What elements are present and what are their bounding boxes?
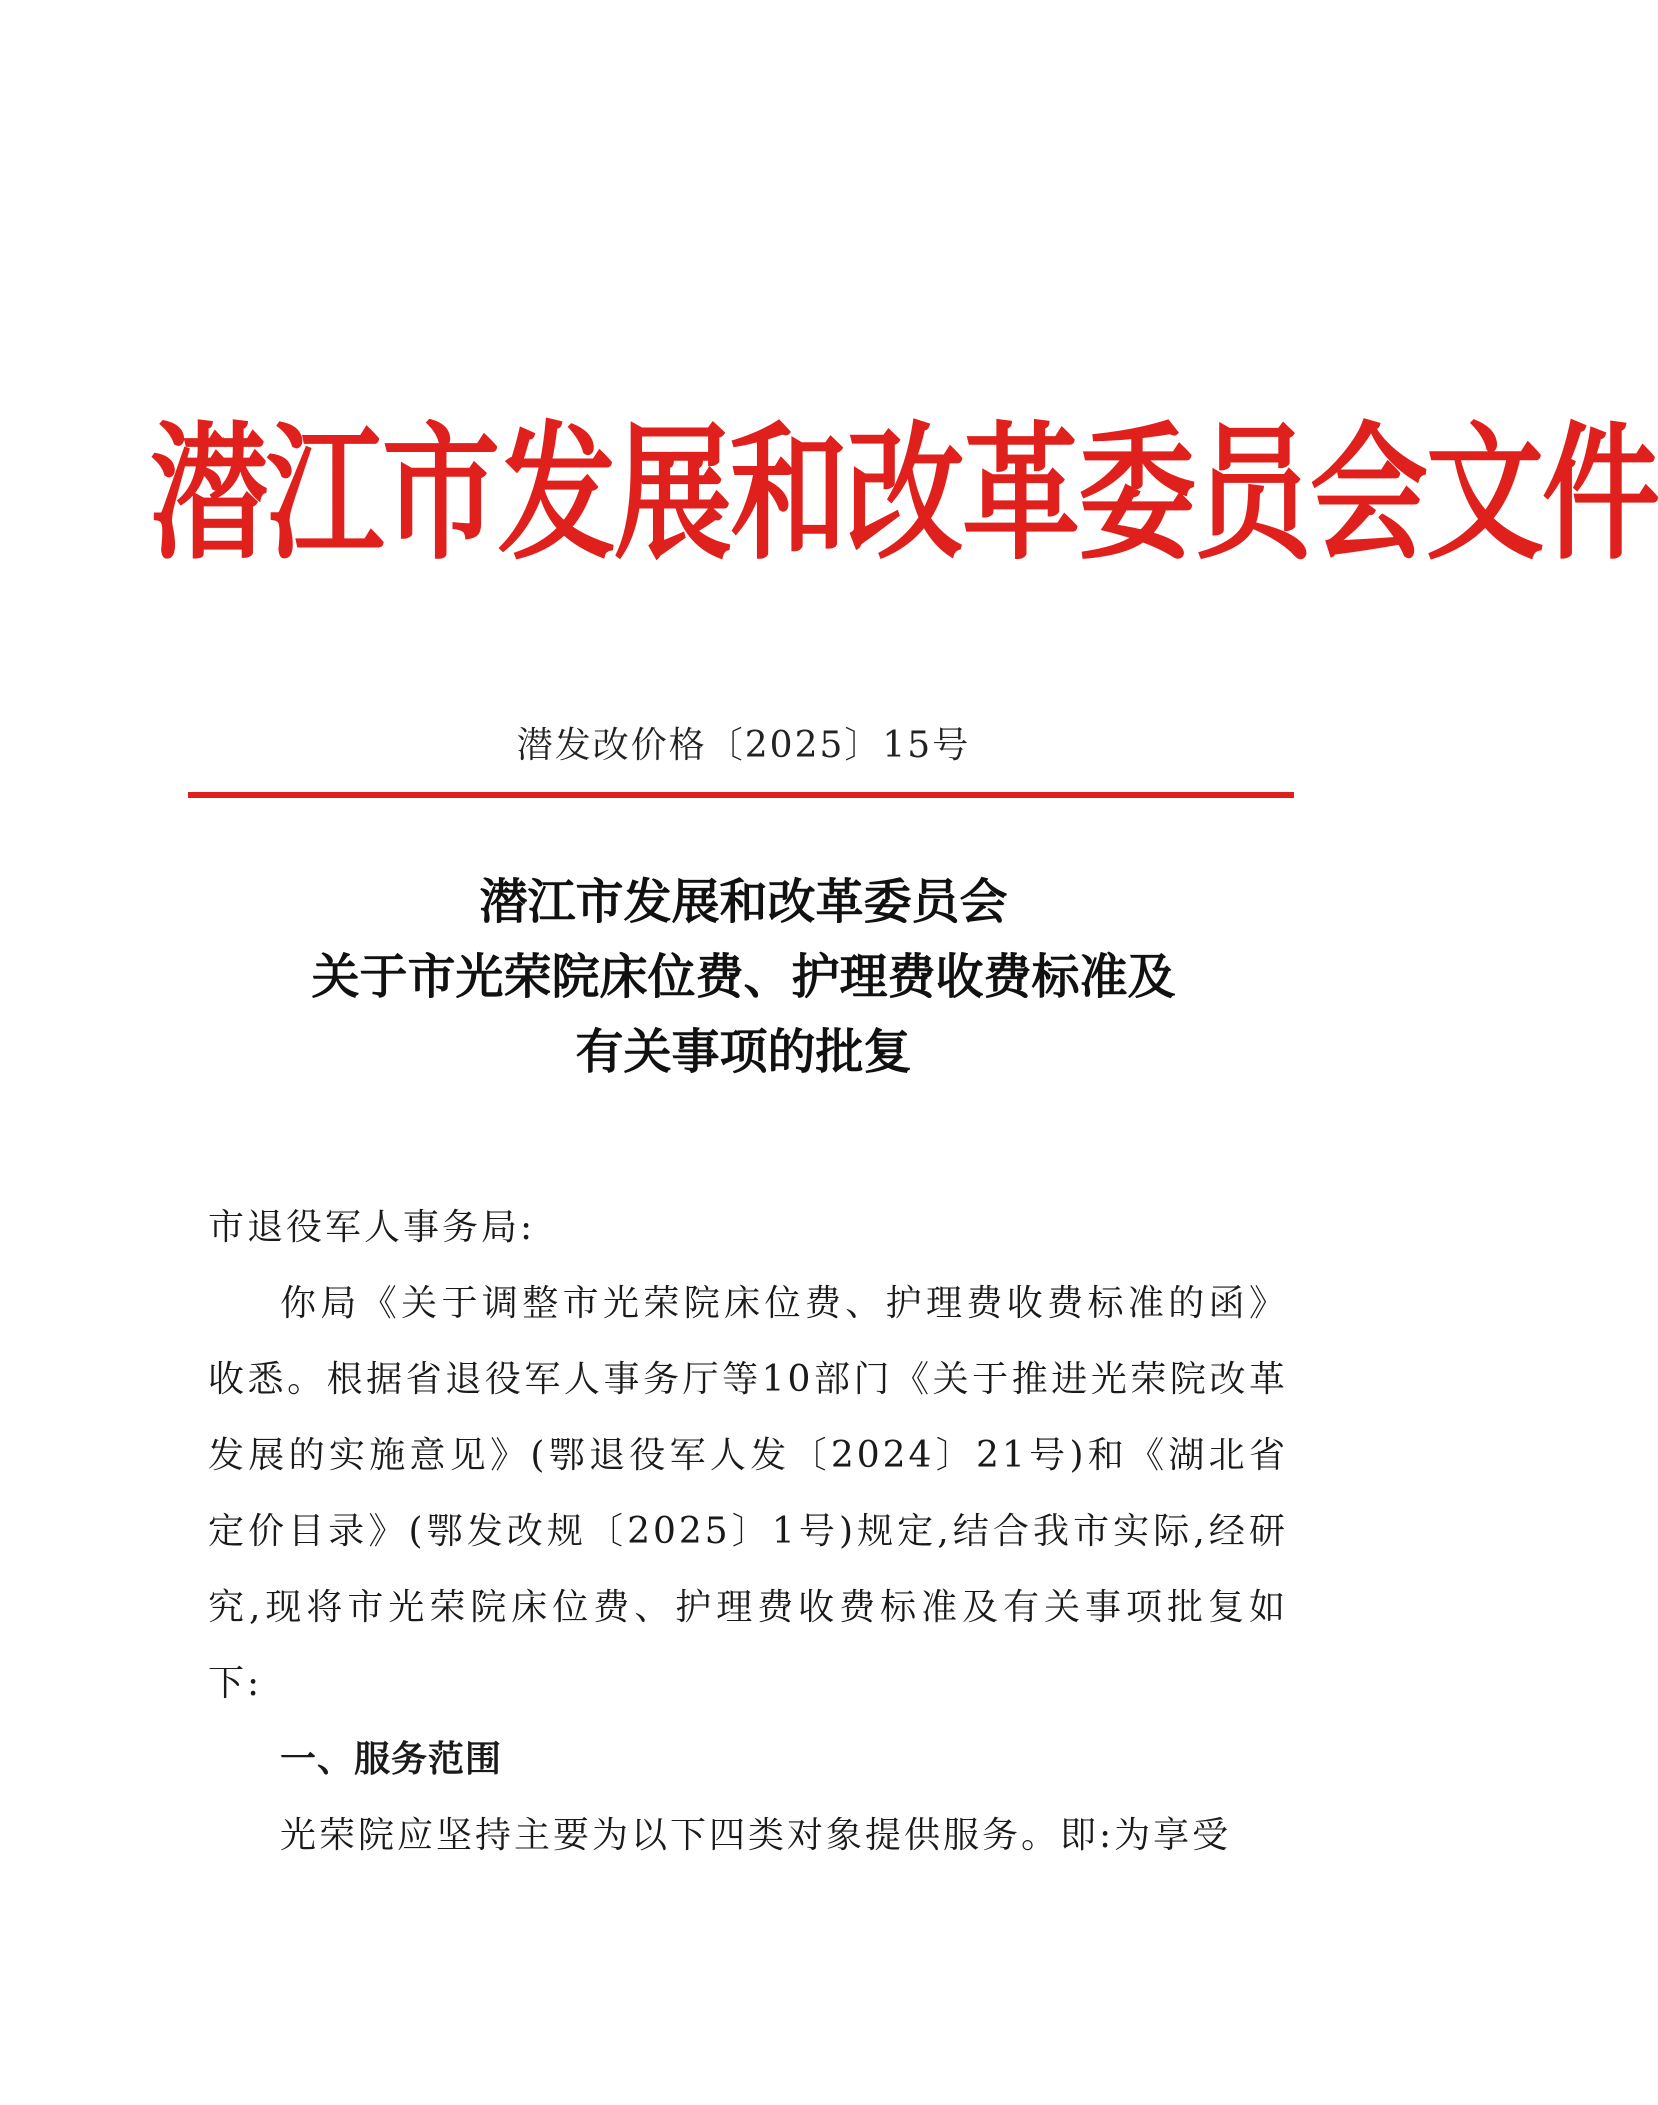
red-divider-line bbox=[188, 792, 1294, 798]
title-line-2: 关于市光荣院床位费、护理费收费标准及 bbox=[311, 949, 1176, 1005]
salutation: 市退役军人事务局: bbox=[208, 1207, 536, 1248]
section-heading-1: 一、服务范围 bbox=[280, 1739, 503, 1780]
title-line-3: 有关事项的批复 bbox=[575, 1024, 912, 1080]
masthead-title: 潜江市发展和改革委员会文件 bbox=[150, 406, 1658, 580]
document-number: 潜发改价格〔2025〕15号 bbox=[516, 725, 971, 766]
document-body bbox=[208, 1190, 1288, 1874]
paragraph-1: 你局《关于调整市光荣院床位费、护理费收费标准的函》收悉。根据省退役军人事务厅等10部门《关于推进光荣院改革发展的实施意见》(鄂退役军人发〔2024〕21号)和《湖北省定价目录》(鄂发改规〔2025〕1号)规定,结合我市实际,经研究,现将市光荣院床位费、护理费收费标准及有关事项批复如下: bbox=[208, 1283, 1288, 1704]
title-line-1: 潜江市发展和改革委员会 bbox=[479, 874, 1008, 930]
document-title bbox=[0, 865, 1487, 1090]
paragraph-2: 光荣院应坚持主要为以下四类对象提供服务。即:为享受 bbox=[280, 1815, 1232, 1856]
